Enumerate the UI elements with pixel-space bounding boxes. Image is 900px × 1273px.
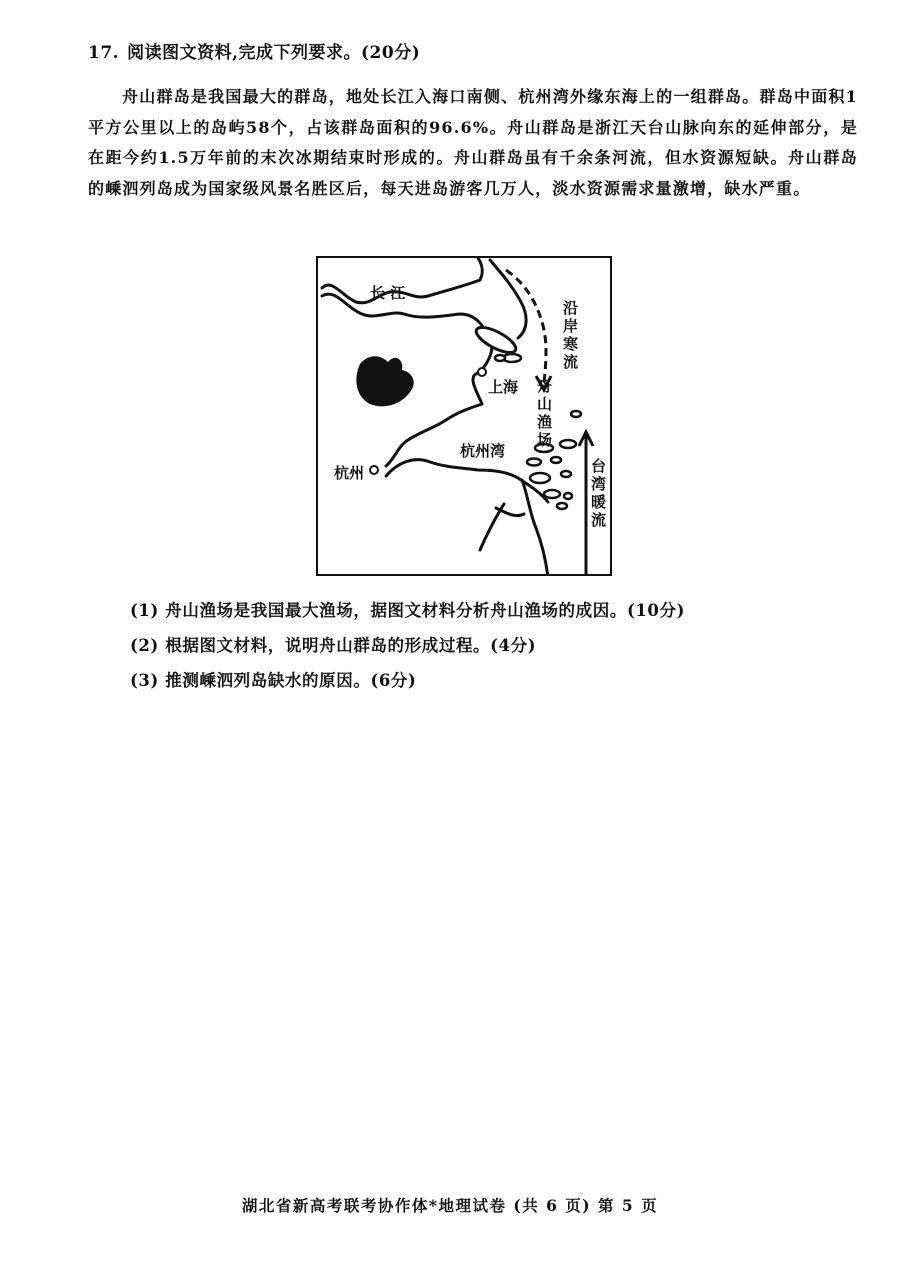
chongming-island (473, 323, 519, 358)
question-title (88, 38, 420, 63)
page-footer: 湖北省新高考联考协作体*地理试卷 (共 6 页) 第 5 页 (241, 1196, 659, 1215)
hangzhou-label: 杭州 (334, 464, 365, 482)
coastal-current-label: 沿岸寒流 (561, 300, 579, 372)
passage-text: 舟山群岛是我国最大的群岛，地处长江入海口南侧、杭州湾外缘东海上的一组群岛。群岛中面积1平方公里以上的岛屿58个，占该群岛面积的96.6%。舟山群岛是浙江天台山脉向东的延伸部分，是在距今约1.5万年前的末次冰期结束时形成的。舟山群岛虽有千余条河流，但水资源短缺。舟山群岛的嵊泗列岛成为国家级风景名胜区后，每天进岛游客几万人，淡水资源需求量激增，缺水严重。 (88, 87, 858, 198)
zhoushan-map (316, 256, 612, 576)
sub-question-1: (1) 舟山渔场是我国最大渔场，据图文材料分析舟山渔场的成因。(10分) (130, 601, 686, 620)
question-number: 17. (88, 43, 120, 63)
question-instruction: 阅读图文资料,完成下列要求。(20分) (127, 43, 421, 63)
shanghai-marker (478, 368, 486, 376)
taiwan-current-label: 台湾暖流 (589, 458, 607, 530)
hangzhou-bay-label: 杭州湾 (460, 442, 506, 460)
sub-question-2: (2) 根据图文材料，说明舟山群岛的形成过程。(4分) (130, 636, 537, 655)
zhoushan-fishery-label: 舟山渔场 (535, 378, 553, 450)
hangzhou-marker (370, 466, 378, 474)
shanghai-label: 上海 (488, 378, 519, 396)
taihu-lake (356, 356, 413, 406)
sub-question-3: (3) 推测嵊泗列岛缺水的原因。(6分) (130, 671, 417, 690)
yangtze-label: 长 江 (370, 284, 406, 302)
